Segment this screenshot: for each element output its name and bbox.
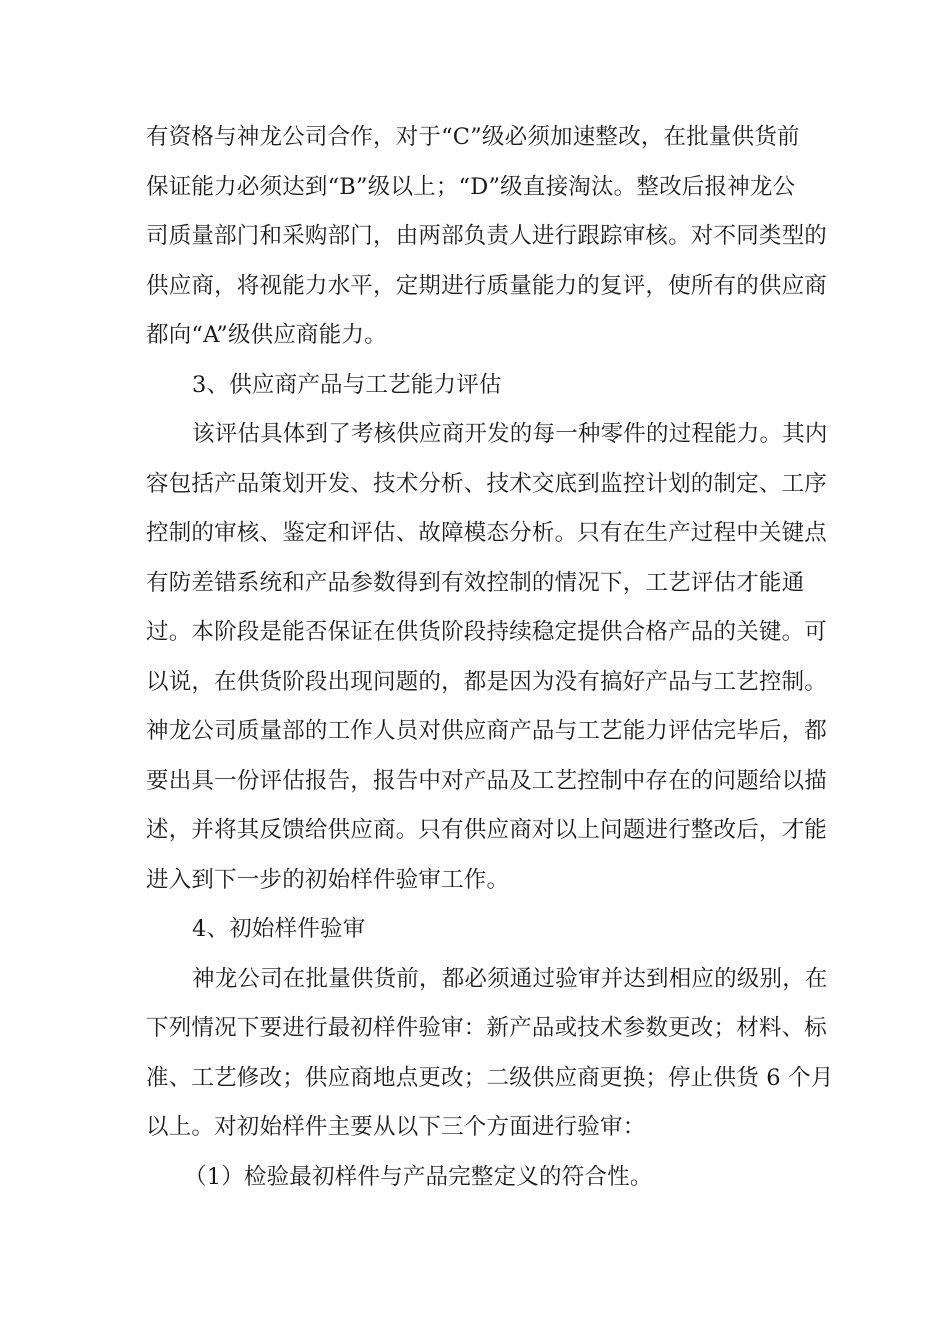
paragraph-line: 控制的审核、鉴定和评估、故障模态分析。只有在生产过程中关键点 [146,520,828,546]
paragraph-line: 供应商，将视能力水平，定期进行质量能力的复评，使所有的供应商 [146,272,828,299]
paragraph-line: 容包括产品策划开发、技术分析、技术交底到监控计划的制定、工序 [146,470,828,497]
paragraph-line: 该评估具体到了考核供应商开发的每一种零件的过程能力。其内 [192,421,828,447]
section-heading-4: 4、初始样件验审 [192,916,366,942]
paragraph-line: 神龙公司在批量供货前，都必须通过验审并达到相应的级别，在 [192,965,828,992]
paragraph-line: 司质量部门和采购部门，由两部负责人进行跟踪审核。对不同类型的 [146,223,828,249]
paragraph-line: 保证能力必须达到“B”级以上；“D”级直接淘汰。整改后报神龙公 [146,173,796,200]
paragraph-line: 神龙公司质量部的工作人员对供应商产品与工艺能力评估完毕后，都 [146,718,828,744]
paragraph-line: 以说，在供货阶段出现问题的，都是因为没有搞好产品与工艺控制。 [146,668,828,695]
paragraph-line: 准、工艺修改；供应商地点更改；二级供应商更换；停止供货 6 个月 [146,1064,834,1091]
paragraph-line: 过。本阶段是能否保证在供货阶段持续稳定提供合格产品的关键。可 [146,619,828,645]
paragraph-line: 有防差错系统和产品参数得到有效控制的情况下，工艺评估才能通 [146,569,805,596]
paragraph-line: 都向“A”级供应商能力。 [146,322,387,348]
document-body [146,113,834,1202]
paragraph-line: 进入到下一步的初始样件验审工作。 [146,866,510,893]
paragraph-line: 下列情况下要进行最初样件验审：新产品或技术参数更改；材料、标 [146,1015,828,1041]
paragraph-line: 有资格与神龙公司合作，对于“C”级必须加速整改，在批量供货前 [146,124,800,150]
paragraph-line: 以上。对初始样件主要从以下三个方面进行验审： [146,1114,646,1140]
paragraph-line: 述，并将其反馈给供应商。只有供应商对以上问题进行整改后，才能 [146,817,828,843]
paragraph-line: 要出具一份评估报告，报告中对产品及工艺控制中存在的问题给以描 [146,767,828,794]
list-item: （1）检验最初样件与产品完整定义的符合性。 [184,1163,653,1190]
section-heading-3: 3、供应商产品与工艺能力评估 [192,371,502,398]
